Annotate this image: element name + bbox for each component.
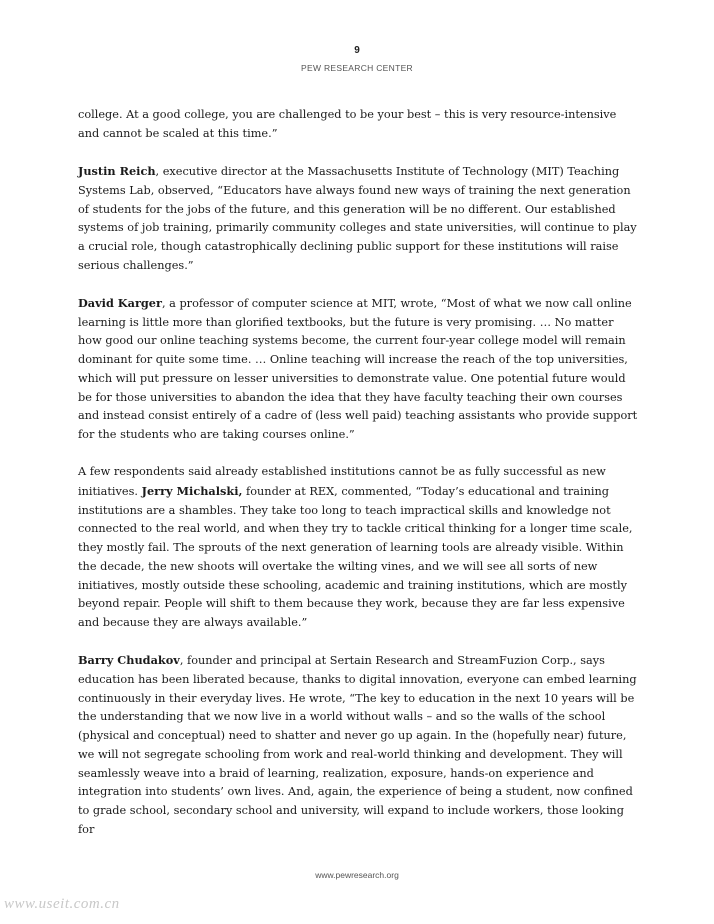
paragraph-4 [78,463,638,632]
footer-url: www.pewresearch.org [315,870,399,880]
paragraph-text: , founder and principal at Sertain Research and StreamFuzion Corp., says education has been liberated because, thanks to digital innovation, everyone can embed learning continuously in their everyday lives. He wrote, “The key to education in the next 10 years will be the understanding that we now live in a world without walls – and so the walls of the school (physical and conceptual) need to shatter and never go up again. In the (hopefully near) future, we will not segregate schooling from work and real-world thinking and development. They will seamlessly weave into a braid of learning, realization, exposure, hands-on experience and integration into students’ own lives. And, again, the experience of being a student, now confined to grade school, secondary school and university, will expand to include workers, those looking for [78,654,637,836]
paragraph-2 [78,162,638,275]
speaker-name: David Karger [78,296,162,310]
speaker-name: Jerry Michalski, [141,484,243,499]
paragraph-5 [78,651,638,839]
paragraph-text: , executive director at the Massachusetts Institute of Technology (MIT) Teaching Systems Lab, observed, “Educators have always found new ways of training the next generation of students for the jobs of the future, and this generation will be no different. Our established systems of job training, primarily community colleges and state universities, will continue to play a crucial role, though catastrophically declining public support for these institutions will raise serious challenges.” [78,165,637,272]
header-org-name: PEW RESEARCH CENTER [301,63,413,73]
body-text [78,106,638,858]
paragraph-text: college. At a good college, you are challenged to be your best – this is very resource-intensive and cannot be scaled at this time.” [78,108,617,140]
paragraph-intro: A few respondents said already established institutions cannot be as fully successful as new initiatives. [78,465,606,499]
paragraph-3 [78,294,638,445]
speaker-name: Justin Reich [78,164,156,179]
paragraph-1 [78,106,638,143]
paragraph-text: founder at REX, commented, “Today’s educational and training institutions are a shambles. They take too long to teach impractical skills and knowledge not connected to the real world, and when they try to tackle critical thinking for a longer time scale, they mostly fail. The sprouts of the next generation of learning tools are already visible. Within the decade, the new shoots will overtake the wilting vines, and we will see all sorts of new initiatives, mostly outside these schooling, academic and training institutions, which are mostly beyond repair. People will shift to them because they work, because they are far less expensive and because they are always available.” [78,485,633,629]
speaker-name: Barry Chudakov [78,653,180,668]
page-number: 9 [354,45,360,56]
watermark: www.useit.com.cn [4,896,120,912]
paragraph-text: , a professor of computer science at MIT, wrote, “Most of what we now call online learning is little more than glorified textbooks, but the future is very promising. … No matter how good our online teaching systems become, the current four-year college model will remain dominant for quite some time. … Online teaching will increase the reach of the top universities, which will put pressure on lesser universities to demonstrate value. One potential future would be for those universities to abandon the idea that they have faculty teaching their own courses and instead consist entirely of a cadre of (less well paid) teaching assistants who provide support for the students who are taking courses online.” [78,297,638,441]
